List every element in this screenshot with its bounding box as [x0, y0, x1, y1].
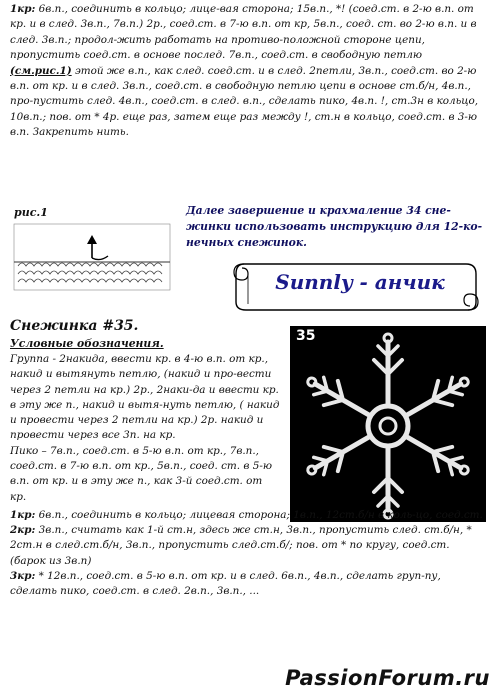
pattern-title: Снежинка #35.: [10, 318, 139, 334]
snowflake-photo: [290, 326, 486, 522]
round-label: 1кр:: [10, 509, 36, 521]
round-label: 3кр:: [10, 569, 36, 582]
round-text: * 12в.п., соед.ст. в 5-ю в.п. от кр. и в след. 6в.п., 4в.п., сделать груп-пу, сделать пико, соед.ст. в след. 2в.п., 3в.п., ...: [10, 569, 441, 598]
snowflake-image: [290, 326, 486, 522]
legend-text: [10, 352, 280, 505]
round-item: [10, 508, 486, 523]
watermark: [244, 666, 494, 690]
round-item: [10, 569, 486, 599]
figure-label: рис.1: [14, 206, 48, 219]
round1-instructions: [10, 2, 486, 141]
round-text: 6в.п., соединить в кольцо; лицевая сторона; 1в.п., 12ст.б/н в коль-цо, соед.ст.: [35, 509, 483, 521]
group-definition: Группа - 2накида, ввести кр. в 4-ю в.п. от кр., накид и вытянуть петлю, (накид и про-вести через 2 петли на кр.) 2р., 2наки-да и ввести кр. в эту же п., накид и вытя-нуть петлю, ( накид и провести через 2 петли на кр.) 2р. накид и провести через все 3п. на кр.: [10, 353, 280, 442]
figure-1: [12, 206, 172, 306]
round-label: 2кр:: [10, 524, 36, 537]
chain-diagram-image: [12, 222, 172, 292]
continuation-note: Далее завершение и крахмаление 34 сне-жинки использовать инструкцию для 12-ко-нечных снежинок.: [186, 204, 483, 249]
round1-text-b: этой же в.п., как след. соед.ст. и в след. 2петли, 3в.п., соед.ст. во 2-ю в.п. от кр. и в след. 3в.п., соед.ст. в свободную петлю цепи в основе ст.б/н, 4в.п., про-пустить след. 4в.п., соед.ст. в след. в.п., сделать пико, 4в.п. !, ст.3н в кольцо, 10в.п.; пов. от * 4р. еще раз, затем еще раз между !, ст.н в кольцо, соед.ст. в 3-ю в.п. Закрепить нить.: [10, 64, 479, 139]
round-label: 1кр:: [10, 3, 36, 15]
rounds-list: [10, 508, 486, 599]
banner-text: Sunnly - анчик: [275, 270, 445, 294]
watermark-text: PassionForum.ru: [285, 666, 490, 690]
round1-text-a: 6в.п., соединить в кольцо; лице-вая сторона; 15в.п., *! (соед.ст. в 2-ю в.п. от кр. и в след. 3в.п., 7в.п.) 2р., соед.ст. в 7-ю в.п. от кр, 5в.п., соед. ст. во 2-ю в.п. и в след. 3в.п.; продол-жить работать на противо-положной стороне цепи, пропустить соед.ст. в основе послед. 7в.п., соед.ст. в свободную петлю: [10, 3, 477, 62]
figure-reference-link[interactable]: (см.рис.1): [10, 64, 72, 77]
round-item: [10, 523, 486, 569]
round-text: 3в.п., считать как 1-й ст.н, здесь же ст.н, 3в.п., пропустить след. ст.б/н, * 2ст.н в след.ст.б/н, 3в.п., пропустить след.ст.б/; пов. от * по кругу, соед.ст. (барок из 3в.п): [10, 524, 472, 567]
photo-number: 35: [296, 328, 316, 344]
author-banner: [230, 254, 480, 316]
picot-definition: Пико – 7в.п., соед.ст. в 5-ю в.п. от кр., 7в.п., соед.ст. в 7-ю в.п. от кр., 5в.п., соед. ст. в 5-ю в.п. от кр. и в эту же п., как 3-й соед.ст. от кр.: [10, 444, 273, 503]
legend-heading: Условные обозначения.: [10, 337, 164, 350]
